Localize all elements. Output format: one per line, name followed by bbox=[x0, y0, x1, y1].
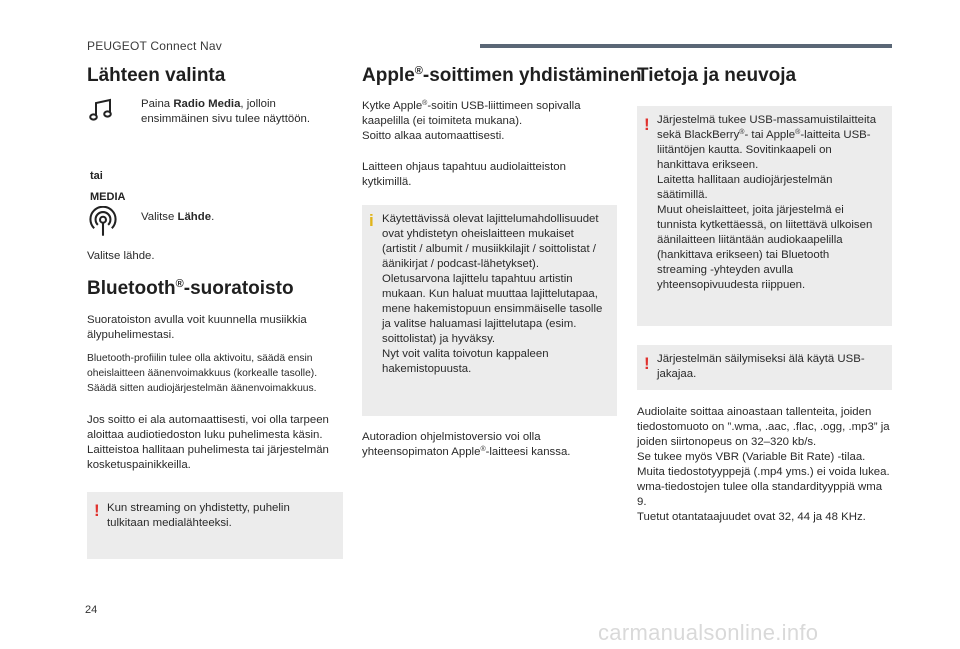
format-paragraph-5: Tuetut otantataajuudet ovat 32, 44 ja 48 KHz. bbox=[637, 511, 866, 523]
media-step bbox=[87, 97, 343, 182]
warning-icon: ! bbox=[644, 354, 650, 373]
page-number: 24 bbox=[85, 604, 98, 616]
info-text-a: Käytettävissä olevat lajittelumahdollisuudet ovat yhdistetyn oheislaitteen mukaiset (artistit / albumit / musiikkilajit / soittolistat / äänikirjat / podcast-lähetykset). bbox=[382, 213, 599, 270]
bluetooth-paragraph-2: Bluetooth-profiilin tulee olla aktivoitu, säädä ensin oheislaitteen äänenvoimakkuus (korkealle tasolle). Säädä sitten audiojärjestelmän äänenvoimakkuus. bbox=[87, 353, 318, 394]
warning-text: Kun streaming on yhdistetty, puhelin tulkitaan medialähteeksi. bbox=[107, 502, 290, 529]
warning-hub-text: Järjestelmän säilymiseksi älä käytä USB-jakajaa. bbox=[657, 353, 865, 380]
header-title: PEUGEOT Connect Nav bbox=[87, 39, 222, 53]
warning-usb-text-b: Laitetta hallitaan audiojärjestelmän säätimillä. bbox=[657, 174, 833, 201]
column-apple bbox=[362, 64, 642, 460]
warning-usb-text-c: Muut oheislaitteet, joita järjestelmä ei tunnista kytkettäessä, on liitettävä ulkoisen äänilaitteen liitäntään audiokaapelilla (hankittava erikseen) tai Bluetooth streaming -yhteyden avulla yhteensopivuudesta riippuen. bbox=[657, 204, 873, 291]
file-format-info bbox=[637, 405, 892, 525]
section-title-source: Lähteen valinta bbox=[87, 65, 226, 86]
warning-box-hub bbox=[637, 345, 892, 390]
apple-paragraph-2: Laitteen ohjaus tapahtuu audiolaitteiston kytkimillä. bbox=[362, 161, 566, 188]
icon-label-or: tai bbox=[90, 170, 103, 182]
section-title-info: Tietoja ja neuvoja bbox=[637, 65, 797, 86]
source-step bbox=[87, 210, 343, 244]
watermark-text: carmanualsonline.info bbox=[598, 620, 819, 645]
warning-icon: ! bbox=[644, 115, 650, 134]
warning-box-usb bbox=[637, 106, 892, 326]
bluetooth-paragraph-3b: Laitteistoa hallitaan puhelimesta tai järjestelmän kosketuspainikkeilla. bbox=[87, 444, 329, 471]
section-title-bluetooth: Bluetooth®-suoratoisto bbox=[87, 278, 294, 299]
format-paragraph-1: Audiolaite soittaa ainoastaan tallenteita, joiden tiedostomuoto on ”.wma, .aac, .flac, .ogg, .mp3” ja joiden siirtonopeus on 32–320 kb/s. bbox=[637, 406, 890, 448]
format-paragraph-4: wma-tiedostojen tulee olla standardityyppiä wma 9. bbox=[637, 481, 883, 508]
bluetooth-paragraph-1: Suoratoiston avulla voit kuunnella musiikkia älypuhelimestasi. bbox=[87, 314, 307, 341]
select-source-text: Valitse Lähde. bbox=[141, 211, 215, 223]
bluetooth-paragraph-3a: Jos soitto ei ala automaattisesti, voi olla tarpeen aloittaa audiotiedoston luku puhelimesta käsin. bbox=[87, 414, 329, 441]
apple-paragraph-3: Autoradion ohjelmistoversio voi olla yhteensopimaton Apple®-laitteesi kanssa. bbox=[362, 431, 571, 458]
radio-signal-icon bbox=[87, 206, 119, 238]
warning-icon: ! bbox=[94, 501, 100, 520]
header-bar bbox=[480, 44, 892, 48]
info-text-c: Nyt voit valita toivotun kappaleen hakemistopuusta. bbox=[382, 348, 549, 375]
music-note-icon bbox=[87, 97, 115, 125]
info-icon: i bbox=[369, 211, 374, 230]
format-paragraph-2: Se tukee myös VBR (Variable Bit Rate) -tilaa. bbox=[637, 451, 866, 463]
apple-paragraph-1b: Soitto alkaa automaattisesti. bbox=[362, 130, 505, 142]
format-paragraph-3: Muita tiedostotyyppejä (.mp4 yms.) ei voida lukea. bbox=[637, 466, 890, 478]
select-source-paragraph: Valitse lähde. bbox=[87, 250, 155, 262]
info-text-b: Oletusarvona lajittelu tapahtuu artistin mukaan. Kun haluat muuttaa lajittelutapaa, mene hakemistopuun ensimmäiselle tasolle ja valitse haluamasi lajittelutapa (esim. soittolistat) ja hyväksy. bbox=[382, 273, 603, 345]
icon-label-media: MEDIA bbox=[90, 191, 126, 203]
column-source-selection bbox=[87, 64, 343, 559]
warning-box-streaming bbox=[87, 492, 343, 559]
section-title-apple: Apple®-soittimen yhdistäminen bbox=[362, 65, 642, 86]
info-box-sorting bbox=[362, 205, 617, 416]
warning-usb-text-a: Järjestelmä tukee USB-massamuistilaitteita sekä BlackBerry®- tai Apple®-laitteita USB-liitäntöjen kautta. Sovitinkaapeli on hankittava erikseen. bbox=[657, 114, 877, 171]
apple-paragraph-1: Kytke Apple®-soitin USB-liittimeen sopivalla kaapelilla (ei toimiteta mukana). bbox=[362, 100, 581, 127]
column-info-tips bbox=[637, 64, 892, 525]
press-radio-media-text: Paina Radio Media, jolloin ensimmäinen sivu tulee näyttöön. bbox=[141, 98, 311, 125]
